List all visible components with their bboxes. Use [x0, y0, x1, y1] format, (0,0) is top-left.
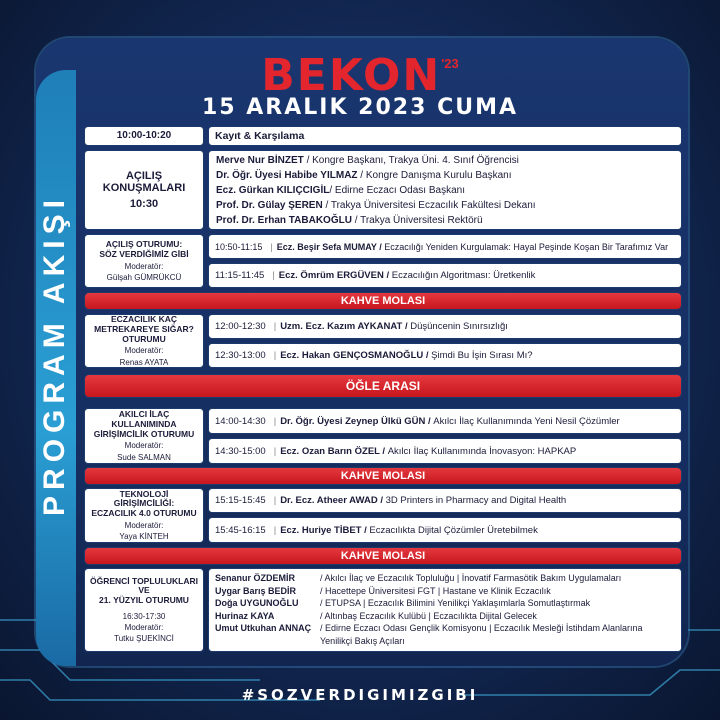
session-title-2: SÖZ VERDİĞİMİZ GİBİ: [99, 248, 189, 259]
moderator-label: Moderatör:: [124, 520, 164, 530]
speaker-name: Senanur ÖZDEMİR: [215, 573, 296, 583]
opening-label: [84, 150, 204, 230]
talk-title: Şimdi Bu İşin Sırası Mı?: [431, 350, 533, 361]
speaker-role: / Trakya Üniversitesi Eczacılık Fakültesi Dekanı: [322, 199, 536, 211]
talk-speaker: Dr. Ecz. Atheer AWAD /: [280, 495, 383, 506]
session-title-2: KULLANIMINDA: [111, 418, 177, 429]
talk-title: Eczacılığı Yeniden Kurgulamak: Hayal Peşinde Koşan Bir Tarafımız Var: [384, 241, 669, 252]
speaker-info: Yenilikçi Bakış Açıları: [320, 635, 405, 646]
moderator-name: Tutku ŞUEKİNCİ: [114, 634, 174, 644]
talk-speaker: Ecz. Beşir Sefa MUMAY /: [276, 241, 382, 252]
logo-text: BEKON: [261, 50, 442, 101]
talk-time: 10:50-11:15: [215, 241, 263, 252]
moderator-name: Yaya KİNTEH: [119, 532, 169, 542]
session-title-1: ÖĞRENCİ TOPLULUKLARI: [90, 575, 198, 586]
coffee-break-bar: KAHVE MOLASI: [84, 547, 682, 565]
talk-speaker: Dr. Öğr. Üyesi Zeynep Ülkü GÜN /: [280, 415, 431, 427]
lunch-break-bar: ÖĞLE ARASI: [84, 374, 682, 398]
opening-speakers: [208, 150, 682, 230]
speaker-name: Merve Nur BİNZET: [216, 154, 304, 166]
talk-title: Akılcı İlaç Kullanımında Yeni Nesil Çözümler: [433, 415, 620, 427]
talk-time: 14:30-15:00: [215, 445, 266, 457]
panel-speaker: [209, 585, 681, 598]
panel-speakers: [208, 568, 682, 652]
speaker-name: Uygar Barış BEDİR: [215, 585, 297, 596]
talk-title: 3D Printers in Pharmacy and Digital Health: [385, 495, 567, 506]
panel-speaker: [209, 635, 681, 648]
opening-time: 10:30: [129, 197, 159, 210]
session-label: [84, 314, 204, 368]
talk-time: 15:15-15:45: [215, 495, 266, 506]
talk-row: 15:45-16:15 | Ecz. Huriye TİBET / Eczacılıkta Dijital Çözümler Üretebilmek: [208, 517, 682, 543]
bekon-logo: [0, 50, 720, 101]
session-title-2: VE: [138, 585, 150, 596]
session-title-1: AKILCI İLAÇ: [118, 409, 170, 420]
speaker-name: Hurinaz KAYA: [215, 610, 275, 621]
event-date: 15 ARALIK 2023 CUMA: [202, 95, 518, 120]
talk-row: 14:00-14:30 | Dr. Öğr. Üyesi Zeynep Ülkü GÜN / Akılcı İlaç Kullanımında Yeni Nesil Çözümler: [208, 408, 682, 434]
speaker-name: Prof. Dr. Gülay ŞEREN: [216, 199, 323, 211]
session-title-3: GİRİŞİMCİLİK OTURUMU: [93, 428, 195, 439]
opening-label-2: KONUŞMALARI: [102, 182, 186, 195]
opening-speaker: [216, 168, 674, 183]
talk-time: 11:15-11:45: [215, 270, 265, 281]
moderator-name: Renas AYATA: [119, 357, 169, 367]
coffee-break-bar: KAHVE MOLASI: [84, 467, 682, 485]
talk-row: 10:50-11:15 | Ecz. Beşir Sefa MUMAY / Eczacılığı Yeniden Kurgulamak: Hayal Peşinde Koşan Bir Tarafımız Var: [208, 234, 682, 259]
talk-speaker: Ecz. Ömrüm ERGÜVEN /: [278, 270, 390, 281]
session-title-3: ECZACILIK 4.0 OTURUMU: [91, 508, 197, 519]
opening-label-1: AÇILIŞ: [125, 169, 163, 182]
panel-speaker: [209, 610, 681, 623]
moderator-label: Moderatör:: [124, 623, 164, 633]
speaker-name: Doğa UYGUNOĞLU: [215, 598, 299, 608]
panel-speaker: [209, 572, 681, 585]
talk-speaker: Ecz. Hakan GENÇOSMANOĞLU /: [280, 350, 429, 361]
talk-row: 11:15-11:45 | Ecz. Ömrüm ERGÜVEN / Eczacılığın Algoritması: Üretkenlik: [208, 263, 682, 288]
opening-speaker: [216, 153, 674, 168]
speaker-info: / Akılcı İlaç ve Eczacılık Topluluğu | İnovatif Farmasötik Bakım Uygulamaları: [320, 573, 622, 583]
talk-speaker: Ecz. Ozan Barın ÖZEL /: [280, 445, 386, 457]
speaker-name: Prof. Dr. Erhan TABAKOĞLU: [216, 214, 352, 226]
talk-row: 12:30-13:00 | Ecz. Hakan GENÇOSMANOĞLU / Şimdi Bu İşin Sırası Mı?: [208, 343, 682, 368]
session-title-2: GİRİŞİMCİLİĞİ:: [113, 498, 175, 509]
session-title-2: METREKAREYE SIĞAR?: [94, 323, 194, 334]
side-title: PROGRAM AKIŞI: [38, 194, 71, 516]
session-title-1: AÇILIŞ OTURUMU:: [105, 239, 183, 250]
moderator-label: Moderatör:: [124, 441, 164, 451]
session-label: [84, 234, 204, 288]
speaker-name: Dr. Öğr. Üyesi Habibe YILMAZ: [216, 169, 358, 181]
speaker-name: [215, 635, 320, 648]
talk-title: Düşüncenin Sınırsızlığı: [410, 321, 508, 332]
speaker-role: / Edirne Eczacı Odası Başkanı: [329, 184, 465, 196]
session-time: 16:30-17:30: [122, 611, 166, 621]
talk-time: 12:30-13:00: [215, 350, 266, 361]
registration-time: [84, 126, 204, 146]
talk-row: 14:30-15:00 | Ecz. Ozan Barın ÖZEL / Akılcı İlaç Kullanımında İnovasyon: HAPKAP: [208, 438, 682, 464]
moderator-name: Gülşah GÜMRÜKCÜ: [106, 272, 182, 282]
session-label: [84, 488, 204, 543]
moderator-name: Sude SALMAN: [117, 452, 171, 462]
session-label: [84, 408, 204, 464]
opening-speaker: [216, 183, 674, 198]
panel-speaker: [209, 622, 681, 635]
hashtag: #SOZVERDIGIMIZGIBI: [241, 686, 479, 704]
opening-speaker: [216, 213, 674, 228]
coffee-break-bar: KAHVE MOLASI: [84, 292, 682, 310]
session-label: [84, 568, 204, 652]
talk-time: 15:45-16:15: [215, 524, 266, 536]
talk-speaker: Ecz. Huriye TİBET /: [280, 524, 367, 536]
panel-speaker: [209, 597, 681, 610]
session-title-3: 21. YÜZYIL OTURUMU: [99, 595, 189, 606]
speaker-role: / Kongre Başkanı, Trakya Üni. 4. Sınıf Öğrencisi: [303, 154, 519, 166]
talk-title: Eczacılığın Algoritması: Üretkenlik: [391, 270, 536, 281]
speaker-info: / ETUPSA | Eczacılık Bilimini Yenilikçi Yaklaşımlarla Somutlaştırmak: [320, 598, 591, 608]
talk-row: 15:15-15:45 | Dr. Ecz. Atheer AWAD / 3D Printers in Pharmacy and Digital Health: [208, 488, 682, 513]
logo-year: '23: [441, 56, 459, 71]
speaker-role: / Trakya Üniversitesi Rektörü: [351, 214, 483, 226]
speaker-info: / Hacettepe Üniversitesi FGT | Hastane ve Klinik Eczacılık: [320, 585, 551, 596]
moderator-label: Moderatör:: [124, 346, 164, 356]
registration-time-text: 10:00-10:20: [116, 130, 172, 142]
talk-time: 14:00-14:30: [215, 415, 266, 427]
talk-row: 12:00-12:30 | Uzm. Ecz. Kazım AYKANAT / Düşüncenin Sınırsızlığı: [208, 314, 682, 339]
speaker-info: / Altınbaş Eczacılık Kulübü | Eczacılıkta Dijital Gelecek: [320, 610, 537, 621]
speaker-role: / Kongre Danışma Kurulu Başkanı: [357, 169, 512, 181]
session-title-1: ECZACILIK KAÇ: [110, 314, 178, 325]
session-title-3: OTURUMU: [122, 333, 166, 344]
session-title-1: TEKNOLOJİ: [119, 488, 169, 499]
opening-speaker: [216, 198, 674, 213]
talk-title: Eczacılıkta Dijital Çözümler Üretebilmek: [369, 524, 538, 536]
talk-time: 12:00-12:30: [215, 321, 266, 332]
registration-title: Kayıt & Karşılama: [208, 126, 682, 146]
talk-speaker: Uzm. Ecz. Kazım AYKANAT /: [280, 321, 408, 332]
speaker-name: Umut Utkuhan ANNAÇ: [215, 623, 312, 633]
talk-title: Akılcı İlaç Kullanımında İnovasyon: HAPKAP: [387, 445, 577, 457]
speaker-info: / Edirne Eczacı Odası Gençlik Komisyonu | Eczacılık Mesleği İstihdam Alanlarına: [320, 623, 643, 633]
speaker-name: Ecz. Gürkan KILIÇCIGİL: [216, 184, 330, 196]
moderator-label: Moderatör:: [124, 261, 164, 271]
